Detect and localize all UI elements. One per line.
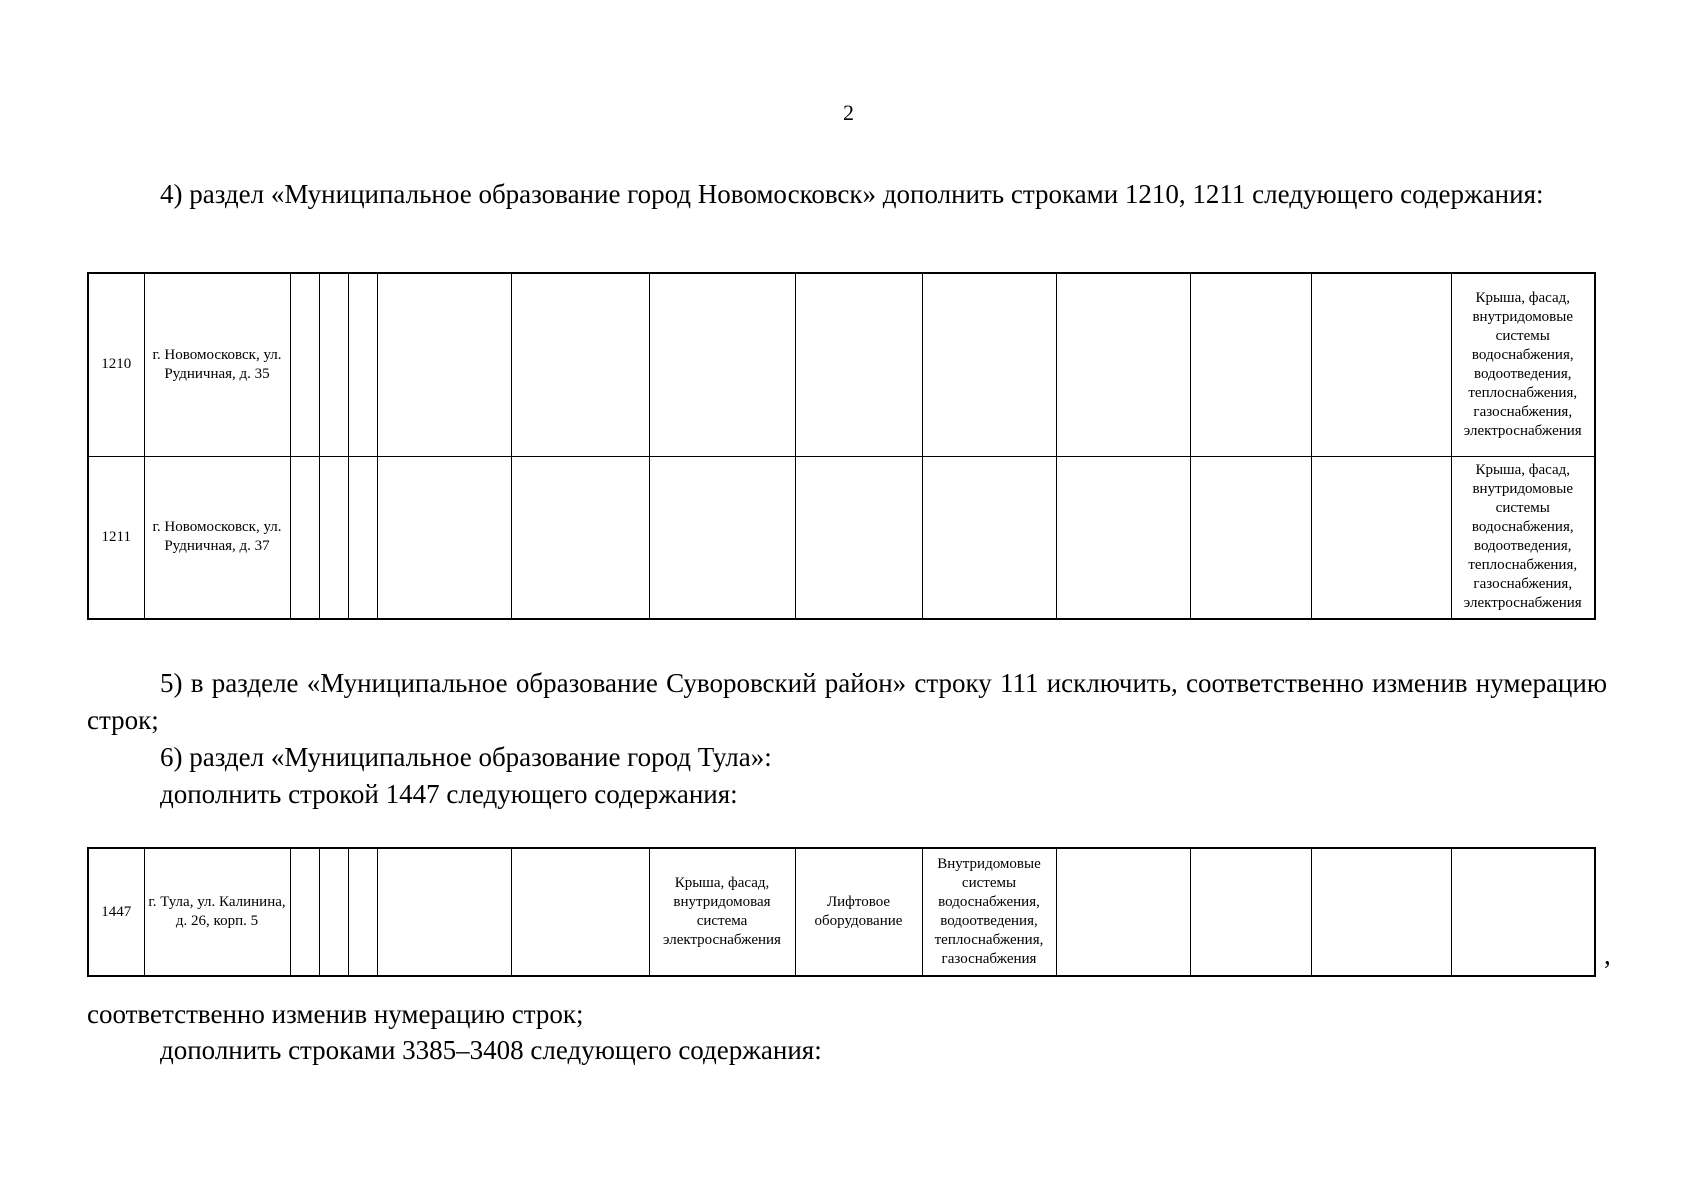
item-5-paragraph: 5) в разделе «Муниципальное образование Суворовский район» строку 111 исключить, соответственно изменив нумерацию строк; [87, 668, 1607, 735]
table-row [88, 456, 1595, 619]
closing-line-2: дополнить строками 3385–3408 следующего содержания: [160, 1035, 822, 1065]
table-tula [87, 847, 1596, 977]
empty-cell [1311, 273, 1451, 456]
empty-cell [1190, 848, 1311, 976]
table-row [88, 273, 1595, 456]
empty-cell [1190, 273, 1311, 456]
empty-cell [1311, 848, 1451, 976]
empty-cell [377, 848, 511, 976]
empty-cell [290, 273, 319, 456]
table-novomoskovsk [87, 272, 1596, 620]
empty-cell [1311, 456, 1451, 619]
empty-cell [649, 273, 795, 456]
empty-cell [290, 456, 319, 619]
empty-cell [511, 848, 649, 976]
row-address: г. Новомосковск, ул. Рудничная, д. 37 [144, 456, 290, 619]
table-row [88, 848, 1595, 976]
empty-cell [377, 273, 511, 456]
row-number: 1447 [88, 848, 144, 976]
item-6-line-1: 6) раздел «Муниципальное образование город Тула»: [160, 742, 772, 772]
empty-cell [1190, 456, 1311, 619]
row-works: Крыша, фасад, внутридомовые системы водоснабжения, водоотведения, теплоснабжения, газоснабжения, электроснабжения [1451, 456, 1595, 619]
systems-cell: Внутридомовые системы водоснабжения, водоотведения, теплоснабжения, газоснабжения [922, 848, 1056, 976]
empty-cell [348, 456, 377, 619]
trailing-comma: , [1604, 940, 1611, 970]
empty-cell [1056, 848, 1190, 976]
empty-cell [348, 273, 377, 456]
empty-cell [348, 848, 377, 976]
empty-cell [319, 456, 348, 619]
row-works: Крыша, фасад, внутридомовые системы водоснабжения, водоотведения, теплоснабжения, газоснабжения, электроснабжения [1451, 273, 1595, 456]
closing-line-1: соответственно изменив нумерацию строк; [87, 999, 584, 1029]
row-number: 1211 [88, 456, 144, 619]
page-number: 2 [843, 100, 854, 125]
empty-cell [795, 273, 922, 456]
empty-cell [922, 273, 1056, 456]
empty-cell [922, 456, 1056, 619]
empty-cell [511, 456, 649, 619]
empty-cell [319, 848, 348, 976]
item-6-line-2: дополнить строкой 1447 следующего содержания: [160, 779, 738, 809]
empty-cell [319, 273, 348, 456]
empty-cell [290, 848, 319, 976]
empty-cell [377, 456, 511, 619]
empty-cell [795, 456, 922, 619]
item-4-paragraph: 4) раздел «Муниципальное образование город Новомосковск» дополнить строками 1210, 1211 следующего содержания: [160, 179, 1544, 209]
row-address: г. Новомосковск, ул. Рудничная, д. 35 [144, 273, 290, 456]
empty-cell [511, 273, 649, 456]
empty-cell [1451, 848, 1595, 976]
row-address: г. Тула, ул. Калинина, д. 26, корп. 5 [144, 848, 290, 976]
empty-cell [1056, 456, 1190, 619]
empty-cell [649, 456, 795, 619]
lift-cell: Лифтовое оборудование [795, 848, 922, 976]
row-number: 1210 [88, 273, 144, 456]
empty-cell [1056, 273, 1190, 456]
roof-facade-cell: Крыша, фасад, внутридомовая система электроснабжения [649, 848, 795, 976]
